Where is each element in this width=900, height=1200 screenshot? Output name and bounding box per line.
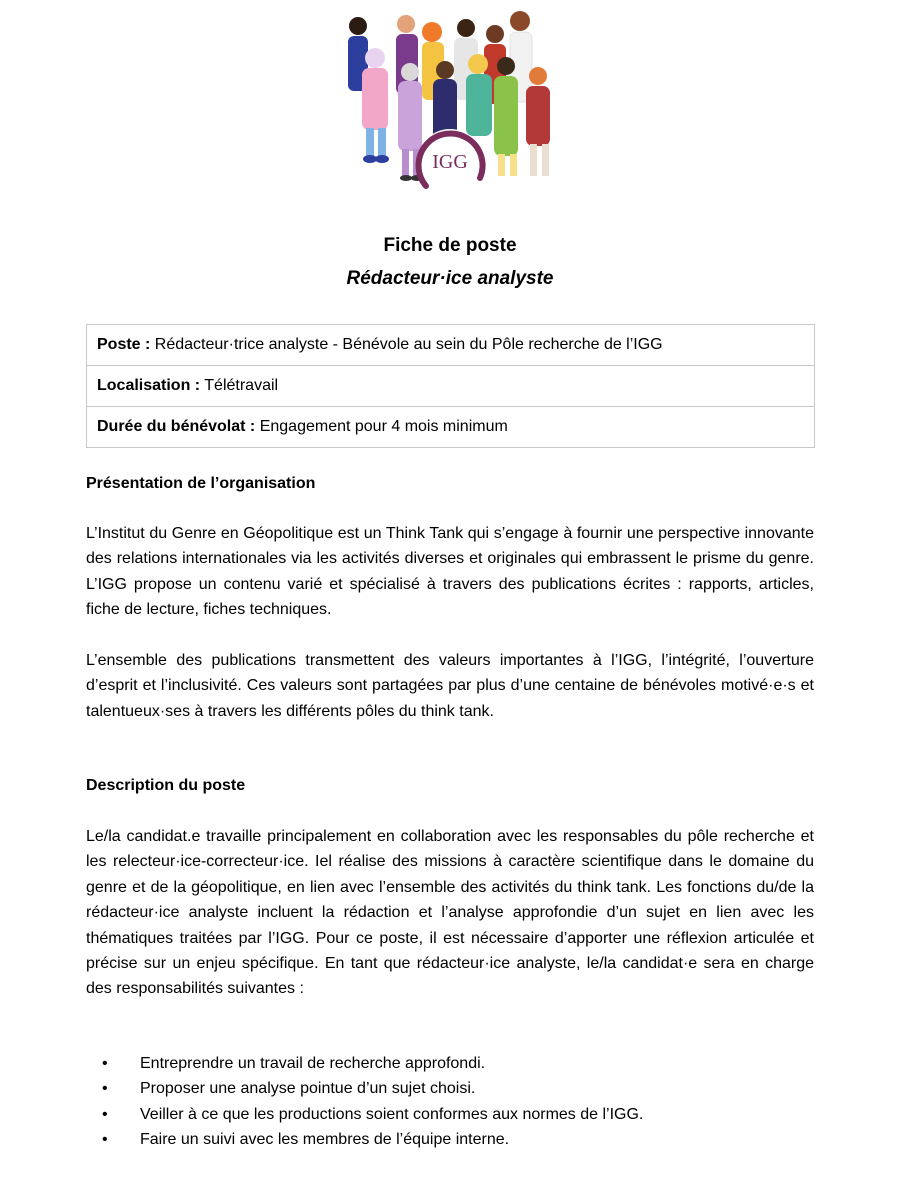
info-row-poste: [87, 325, 815, 366]
section-heading-description: Description du poste: [86, 777, 246, 794]
paragraph-description: Le/la candidat.e travaille principalement en collaboration avec les responsables du pôle recherche et les relecteur·ice-correcteur·ice. Iel réalise des missions à caractère scientifique dans le domaine du genre et de la géopolitique, en lien avec l’ensemble des activités du think tank. Les fonctions du/de la rédacteur·ice analyste incluent la rédaction et l’analyse approfondie d’un sujet en lien avec les thématiques traitées par l’IGG. Pour ce poste, il est nécessaire d’apporter une réflexion articulée et précise sur un enjeu spécifique. En tant que rédacteur·ice analyste, le/la candidat·e sera en charge des responsabilités suivantes :: [86, 828, 814, 998]
info-value: Télétravail: [204, 377, 279, 394]
list-item-text: Veiller à ce que les productions soient conformes aux normes de l’IGG.: [140, 1105, 644, 1123]
list-item: [86, 1051, 814, 1076]
logo-text: IGG: [432, 151, 468, 173]
section-heading-presentation: Présentation de l’organisation: [86, 475, 316, 492]
info-cell: [87, 407, 815, 448]
bullet-icon: •: [102, 1131, 108, 1149]
list-item-text: Entreprendre un travail de recherche approfondi.: [140, 1055, 486, 1072]
info-key: Durée du bénévolat :: [97, 418, 256, 435]
title-block: [0, 233, 900, 292]
list-item: [86, 1102, 814, 1127]
list-item: [86, 1127, 814, 1152]
info-row-duree: [87, 407, 815, 448]
info-key: Localisation :: [97, 377, 201, 394]
list-item-text: Proposer une analyse pointue d’un sujet choisi.: [140, 1080, 476, 1098]
igg-logo: [330, 6, 570, 206]
page-subtitle: Rédacteur·ice analyste: [346, 268, 554, 289]
list-item: [86, 1076, 814, 1101]
info-row-localisation: [87, 366, 815, 407]
info-table: [86, 324, 815, 448]
info-key: Poste :: [97, 336, 151, 353]
page-title: Fiche de poste: [383, 235, 517, 256]
info-value: Rédacteur·trice analyste - Bénévole au sein du Pôle recherche de l’IGG: [154, 336, 663, 353]
bullet-icon: •: [102, 1080, 108, 1098]
bullet-icon: •: [102, 1105, 108, 1123]
paragraph-presentation-2: L’ensemble des publications transmettent des valeurs importantes à l’IGG, l’intégrité, l’ouverture d’esprit et l’inclusivité. Ces valeurs sont partagées par plus d’une centaine de bénévoles motivé·e·s et talentueux·ses à travers les différents pôles du think tank.: [86, 652, 814, 720]
list-item-text: Faire un suivi avec les membres de l’équipe interne.: [140, 1131, 510, 1149]
info-value: Engagement pour 4 mois minimum: [259, 418, 508, 435]
paragraph-presentation-1: L’Institut du Genre en Géopolitique est un Think Tank qui s’engage à fournir une perspective innovante des relations internationales via les activités diverses et originales qui embrassent le prisme du genre. L’IGG propose un contenu varié et spécialisé à travers des publications écrites : rapports, articles, fiche de lecture, fiches techniques.: [86, 525, 814, 619]
info-cell: [87, 366, 815, 407]
info-cell: [87, 325, 815, 366]
igg-ring: [418, 129, 483, 193]
bullet-icon: •: [102, 1055, 108, 1072]
responsibilities-list: [86, 1051, 814, 1153]
